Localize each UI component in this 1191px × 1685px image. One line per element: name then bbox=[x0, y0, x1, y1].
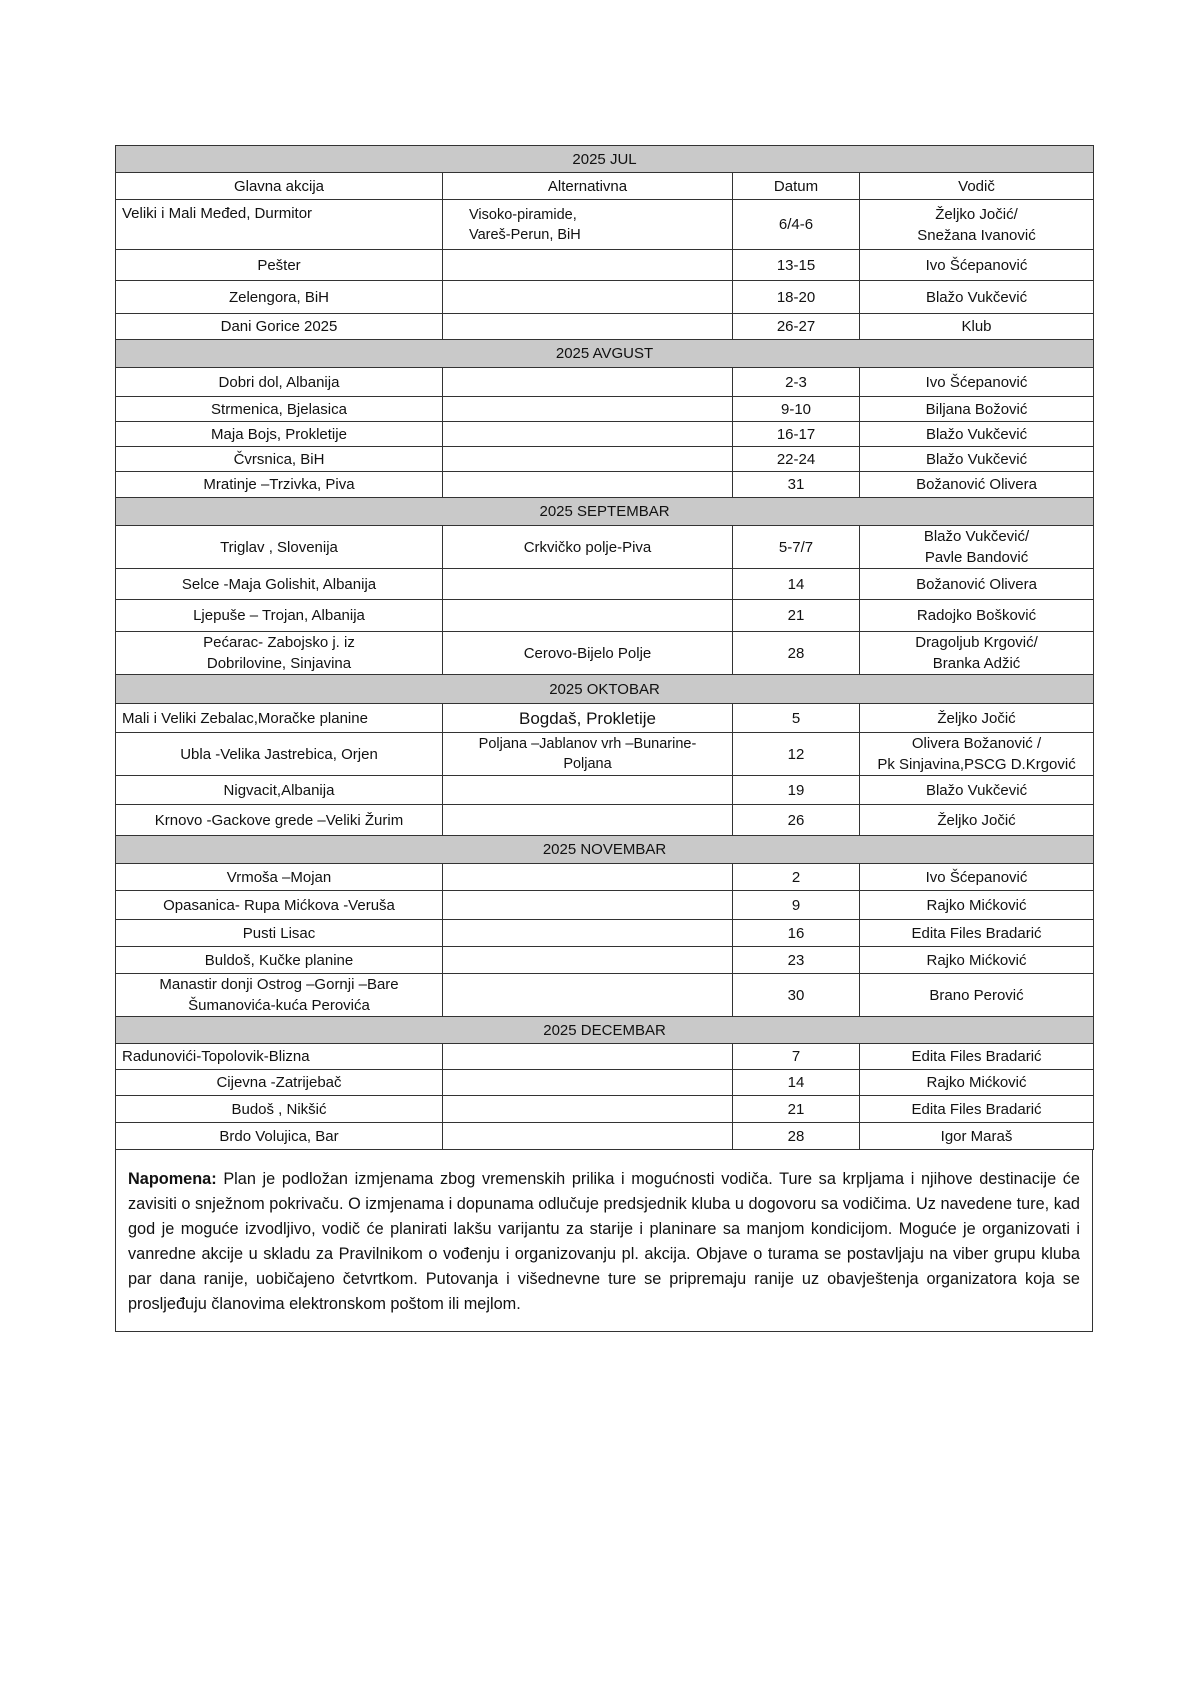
date-cell: 28 bbox=[733, 632, 860, 675]
cell-line: Biljana Božović bbox=[925, 400, 1028, 418]
cell-line: Ivo Šćepanović bbox=[925, 373, 1028, 391]
cell-line: Željko Jočić bbox=[937, 709, 1016, 727]
cell-line: Zelengora, BiH bbox=[228, 288, 330, 306]
date-cell: 23 bbox=[733, 947, 860, 974]
tour-row bbox=[116, 472, 1094, 498]
guide-cell bbox=[860, 600, 1094, 632]
date-cell: 16 bbox=[733, 920, 860, 947]
guide-cell bbox=[860, 250, 1094, 281]
guide-cell bbox=[860, 281, 1094, 314]
cell-line: Visoko-piramide, bbox=[469, 206, 577, 223]
column-header-row bbox=[116, 173, 1094, 200]
cell-line: Ubla -Velika Jastrebica, Orjen bbox=[180, 745, 378, 763]
alternative-cell bbox=[443, 776, 733, 805]
guide-cell bbox=[860, 314, 1094, 340]
tour-row bbox=[116, 569, 1094, 600]
date-cell: 18-20 bbox=[733, 281, 860, 314]
alternative-cell bbox=[443, 1123, 733, 1150]
cell-line: Božanović Olivera bbox=[916, 476, 1037, 493]
main-action-cell bbox=[116, 891, 443, 920]
cell-line: Edita Files Bradarić bbox=[911, 1048, 1042, 1065]
alternative-cell bbox=[443, 891, 733, 920]
main-action-cell bbox=[116, 864, 443, 891]
alternative-cell bbox=[443, 1070, 733, 1096]
main-action-cell bbox=[116, 974, 443, 1017]
month-title: 2025 JUL bbox=[116, 146, 1094, 173]
date-cell: 5-7/7 bbox=[733, 526, 860, 569]
cell-line: Mratinje –Trzivka, Piva bbox=[203, 476, 355, 493]
alternative-cell bbox=[443, 805, 733, 836]
cell-line: Šumanovića-kuća Perovića bbox=[188, 997, 370, 1014]
main-action-cell bbox=[116, 1096, 443, 1123]
plan-document bbox=[115, 145, 1093, 1332]
main-action-cell bbox=[116, 200, 443, 250]
date-cell: 26 bbox=[733, 805, 860, 836]
tour-row bbox=[116, 947, 1094, 974]
date-cell: 2 bbox=[733, 864, 860, 891]
alternative-cell bbox=[443, 864, 733, 891]
cell-line: Blažo Vukčević bbox=[925, 450, 1028, 468]
month-header-row bbox=[116, 146, 1094, 173]
tour-row bbox=[116, 776, 1094, 805]
date-cell: 14 bbox=[733, 1070, 860, 1096]
date-cell: 26-27 bbox=[733, 314, 860, 340]
cell-line: Poljana –Jablanov vrh –Bunarine- bbox=[478, 736, 697, 752]
date-cell: 2-3 bbox=[733, 368, 860, 397]
alternative-cell bbox=[443, 281, 733, 314]
cell-line: Dobri dol, Albanija bbox=[218, 373, 340, 391]
vodic-header: Vodič bbox=[860, 173, 1094, 200]
alternative-cell bbox=[443, 314, 733, 340]
alternative-cell bbox=[443, 447, 733, 472]
cell-line: Rajko Mićković bbox=[926, 1074, 1027, 1091]
cell-line: Željko Jočić/ bbox=[935, 205, 1018, 223]
main-action-cell bbox=[116, 776, 443, 805]
cell-line: Mali i Veliki Zebalac,Moračke planine bbox=[122, 709, 368, 727]
guide-cell bbox=[860, 569, 1094, 600]
schedule-table bbox=[115, 145, 1094, 1150]
tour-row bbox=[116, 200, 1094, 250]
main-action-cell bbox=[116, 368, 443, 397]
date-cell: 14 bbox=[733, 569, 860, 600]
cell-line: Snežana Ivanović bbox=[917, 226, 1036, 244]
cell-line: Opasanica- Rupa Mićkova -Veruša bbox=[163, 896, 395, 914]
tour-row bbox=[116, 368, 1094, 397]
cell-line: Budoš , Nikšić bbox=[231, 1100, 327, 1118]
note-paragraph bbox=[115, 1150, 1093, 1332]
cell-line: Pavle Bandović bbox=[924, 549, 1029, 566]
month-header-row bbox=[116, 675, 1094, 704]
alternative-cell bbox=[443, 200, 733, 250]
cell-line: Dragoljub Krgović/ bbox=[915, 634, 1038, 651]
tour-row bbox=[116, 422, 1094, 447]
alternative-cell bbox=[443, 632, 733, 675]
alternative-cell bbox=[443, 472, 733, 498]
date-cell: 7 bbox=[733, 1044, 860, 1070]
guide-cell bbox=[860, 526, 1094, 569]
cell-line: Igor Maraš bbox=[940, 1127, 1013, 1145]
month-header-row bbox=[116, 498, 1094, 526]
cell-line: Radojko Bošković bbox=[916, 607, 1037, 624]
tour-row bbox=[116, 1070, 1094, 1096]
alternative-cell bbox=[443, 947, 733, 974]
cell-line: Brdo Volujica, Bar bbox=[219, 1127, 339, 1145]
cell-line: Klub bbox=[961, 318, 992, 335]
alternative-cell bbox=[443, 397, 733, 422]
cell-line: Vareš-Perun, BiH bbox=[469, 226, 581, 243]
guide-cell bbox=[860, 776, 1094, 805]
tour-row bbox=[116, 805, 1094, 836]
guide-cell bbox=[860, 397, 1094, 422]
guide-cell bbox=[860, 1123, 1094, 1150]
main-action-cell bbox=[116, 1044, 443, 1070]
month-title: 2025 NOVEMBAR bbox=[116, 836, 1094, 864]
month-title: 2025 DECEMBAR bbox=[116, 1017, 1094, 1044]
guide-cell bbox=[860, 1044, 1094, 1070]
alternative-cell bbox=[443, 569, 733, 600]
month-header-row bbox=[116, 836, 1094, 864]
date-cell: 21 bbox=[733, 600, 860, 632]
date-cell: 13-15 bbox=[733, 250, 860, 281]
tour-row bbox=[116, 974, 1094, 1017]
cell-line: Pešter bbox=[257, 256, 301, 274]
tour-row bbox=[116, 632, 1094, 675]
date-cell: 6/4-6 bbox=[733, 200, 860, 250]
alternative-cell bbox=[443, 733, 733, 776]
date-cell: 28 bbox=[733, 1123, 860, 1150]
cell-line: Edita Files Bradarić bbox=[911, 1100, 1042, 1118]
guide-cell bbox=[860, 1096, 1094, 1123]
cell-line: Olivera Božanović / bbox=[911, 735, 1042, 752]
alternative-cell bbox=[443, 1096, 733, 1123]
guide-cell bbox=[860, 422, 1094, 447]
alternative-cell bbox=[443, 600, 733, 632]
cell-line: Edita Files Bradarić bbox=[911, 924, 1042, 942]
cell-line: Blažo Vukčević/ bbox=[923, 528, 1030, 545]
cell-line: Triglav , Slovenija bbox=[220, 538, 338, 556]
cell-line: Strmenica, Bjelasica bbox=[211, 400, 347, 418]
cell-line: Crkvičko polje-Piva bbox=[523, 538, 652, 556]
main-action-cell bbox=[116, 250, 443, 281]
alternative-cell bbox=[443, 974, 733, 1017]
main-action-cell bbox=[116, 281, 443, 314]
glavna-akcija-header: Glavna akcija bbox=[116, 173, 443, 200]
cell-line: Čvrsnica, BiH bbox=[233, 450, 325, 468]
cell-line: Cerovo-Bijelo Polje bbox=[523, 644, 652, 662]
cell-line: Nigvacit,Albanija bbox=[223, 781, 335, 799]
main-action-cell bbox=[116, 526, 443, 569]
cell-line: Krnovo -Gackove grede –Veliki Žurim bbox=[154, 811, 404, 829]
guide-cell bbox=[860, 947, 1094, 974]
tour-row bbox=[116, 864, 1094, 891]
cell-line: Ivo Šćepanović bbox=[925, 868, 1028, 886]
tour-row bbox=[116, 281, 1094, 314]
tour-row bbox=[116, 1044, 1094, 1070]
alternative-cell bbox=[443, 704, 733, 733]
date-cell: 5 bbox=[733, 704, 860, 733]
main-action-cell bbox=[116, 1070, 443, 1096]
note-label: Napomena: bbox=[128, 1170, 217, 1188]
tour-row bbox=[116, 704, 1094, 733]
tour-row bbox=[116, 1096, 1094, 1123]
tour-row bbox=[116, 526, 1094, 569]
cell-line: Ivo Šćepanović bbox=[925, 256, 1028, 274]
guide-cell bbox=[860, 472, 1094, 498]
cell-line: Dobrilovine, Sinjavina bbox=[206, 655, 352, 672]
guide-cell bbox=[860, 632, 1094, 675]
guide-cell bbox=[860, 805, 1094, 836]
alternativna-header: Alternativna bbox=[443, 173, 733, 200]
tour-row bbox=[116, 733, 1094, 776]
month-title: 2025 AVGUST bbox=[116, 340, 1094, 368]
cell-line: Rajko Mićković bbox=[926, 951, 1027, 969]
note-text: Plan je podložan izmjenama zbog vremenskih prilika i mogućnosti vodiča. Ture sa krpljama i njihove destinacije će zavisiti o snježnom pokrivaču. O izmjenama i dopunama odlučuje predsjednik kluba u dogovoru sa vodičima. Uz navedene ture, kad god je moguće izvodljivo, vodič će planirati lakšu varijantu za starije i planinare sa manjom kondicijom. Moguće je organizovati i vanredne akcije u skladu za Pravilnikom o vođenju i organizovanju pl. akcija. Objave o turama se postavljaju na viber grupu kluba par dana ranije, uobičajeno četvrtkom. Putovanja i višednevne ture se pripremaju ranije uz obavještenja organizatora koja se prosljeđuju članovima elektronskom poštom ili mejlom. bbox=[128, 1170, 1080, 1313]
alternative-cell bbox=[443, 1044, 733, 1070]
tour-row bbox=[116, 891, 1094, 920]
cell-line: Manastir donji Ostrog –Gornji –Bare bbox=[159, 976, 399, 993]
guide-cell bbox=[860, 200, 1094, 250]
main-action-cell bbox=[116, 947, 443, 974]
cell-line: Blažo Vukčević bbox=[925, 288, 1028, 306]
main-action-cell bbox=[116, 805, 443, 836]
main-action-cell bbox=[116, 472, 443, 498]
main-action-cell bbox=[116, 1123, 443, 1150]
datum-header: Datum bbox=[733, 173, 860, 200]
cell-line: Pusti Lisac bbox=[242, 924, 316, 942]
cell-line: Božanović Olivera bbox=[916, 575, 1037, 593]
date-cell: 31 bbox=[733, 472, 860, 498]
month-title: 2025 SEPTEMBAR bbox=[116, 498, 1094, 526]
date-cell: 9-10 bbox=[733, 397, 860, 422]
cell-line: Branka Adžić bbox=[932, 655, 1021, 672]
cell-line: Poljana bbox=[563, 756, 612, 772]
cell-line: Cijevna -Zatrijebač bbox=[216, 1074, 342, 1091]
cell-line: Blažo Vukčević bbox=[925, 781, 1028, 799]
cell-line: Buldoš, Kučke planine bbox=[204, 951, 354, 969]
cell-line: Vrmoša –Mojan bbox=[226, 868, 332, 886]
guide-cell bbox=[860, 1070, 1094, 1096]
main-action-cell bbox=[116, 733, 443, 776]
guide-cell bbox=[860, 704, 1094, 733]
cell-line: Pk Sinjavina,PSCG D.Krgović bbox=[877, 756, 1076, 773]
alternative-cell bbox=[443, 250, 733, 281]
cell-line: Bogdaš, Prokletije bbox=[518, 708, 657, 728]
cell-line: Dani Gorice 2025 bbox=[220, 318, 338, 335]
cell-line: Pećarac- Zabojsko j. iz bbox=[203, 634, 355, 651]
cell-line: Željko Jočić bbox=[937, 811, 1016, 829]
date-cell: 22-24 bbox=[733, 447, 860, 472]
tour-row bbox=[116, 600, 1094, 632]
date-cell: 16-17 bbox=[733, 422, 860, 447]
cell-line: Selce -Maja Golishit, Albanija bbox=[181, 575, 377, 593]
month-title: 2025 OKTOBAR bbox=[116, 675, 1094, 704]
main-action-cell bbox=[116, 447, 443, 472]
main-action-cell bbox=[116, 920, 443, 947]
guide-cell bbox=[860, 733, 1094, 776]
alternative-cell bbox=[443, 422, 733, 447]
main-action-cell bbox=[116, 600, 443, 632]
alternative-cell bbox=[443, 368, 733, 397]
cell-line: Veliki i Mali Međed, Durmitor bbox=[122, 205, 313, 222]
guide-cell bbox=[860, 368, 1094, 397]
main-action-cell bbox=[116, 632, 443, 675]
date-cell: 9 bbox=[733, 891, 860, 920]
month-header-row bbox=[116, 1017, 1094, 1044]
main-action-cell bbox=[116, 397, 443, 422]
cell-line: Blažo Vukčević bbox=[925, 425, 1028, 443]
cell-line: Radunovići-Topolovik-Blizna bbox=[122, 1048, 310, 1065]
cell-line: Ljepuše – Trojan, Albanija bbox=[193, 607, 365, 624]
tour-row bbox=[116, 397, 1094, 422]
guide-cell bbox=[860, 864, 1094, 891]
date-cell: 30 bbox=[733, 974, 860, 1017]
cell-line: Maja Bojs, Prokletije bbox=[211, 425, 347, 443]
guide-cell bbox=[860, 920, 1094, 947]
alternative-cell bbox=[443, 920, 733, 947]
main-action-cell bbox=[116, 569, 443, 600]
date-cell: 19 bbox=[733, 776, 860, 805]
alternative-cell bbox=[443, 526, 733, 569]
cell-line: Rajko Mićković bbox=[926, 896, 1027, 914]
guide-cell bbox=[860, 974, 1094, 1017]
guide-cell bbox=[860, 891, 1094, 920]
guide-cell bbox=[860, 447, 1094, 472]
cell-line: Brano Perović bbox=[929, 986, 1024, 1004]
date-cell: 21 bbox=[733, 1096, 860, 1123]
tour-row bbox=[116, 920, 1094, 947]
tour-row bbox=[116, 447, 1094, 472]
main-action-cell bbox=[116, 704, 443, 733]
tour-row bbox=[116, 250, 1094, 281]
tour-row bbox=[116, 1123, 1094, 1150]
month-header-row bbox=[116, 340, 1094, 368]
main-action-cell bbox=[116, 422, 443, 447]
tour-row bbox=[116, 314, 1094, 340]
main-action-cell bbox=[116, 314, 443, 340]
date-cell: 12 bbox=[733, 733, 860, 776]
